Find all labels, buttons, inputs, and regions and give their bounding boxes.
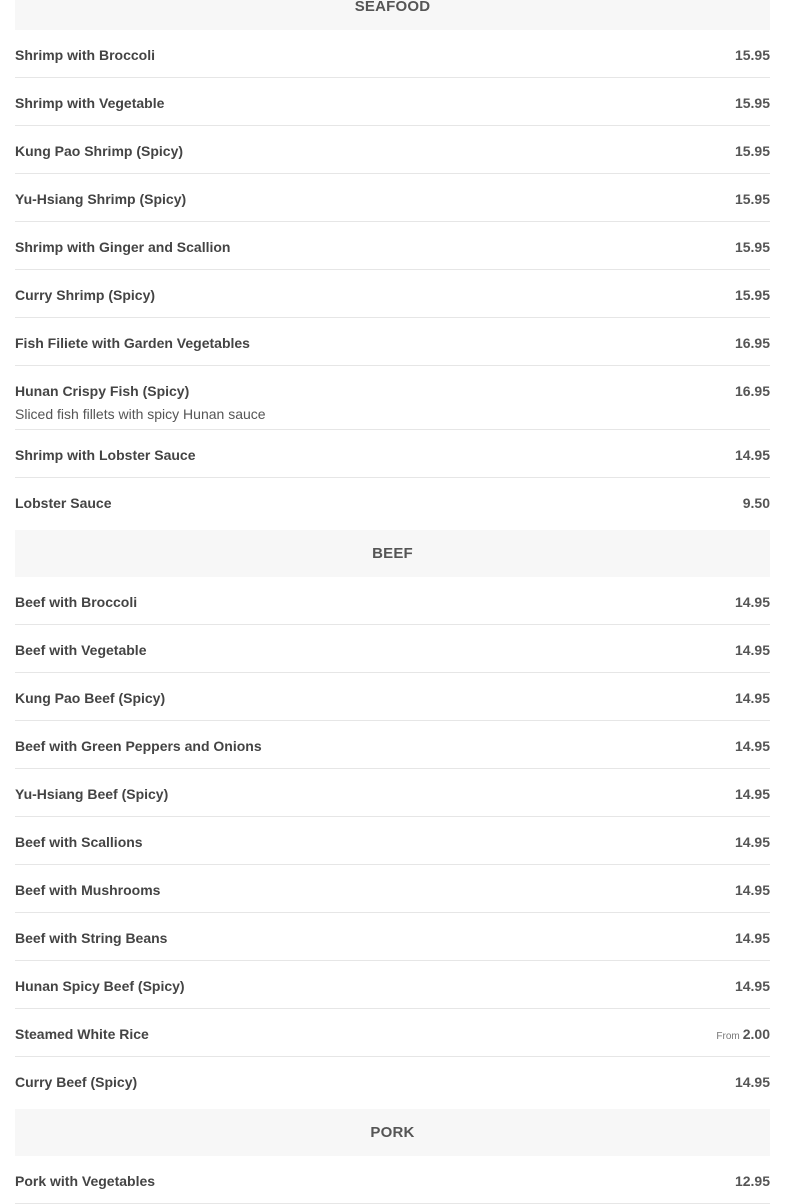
item-info	[15, 690, 165, 706]
menu-item[interactable]	[15, 78, 770, 126]
item-info	[15, 1026, 149, 1042]
item-info	[15, 447, 195, 463]
item-price: 16.95	[734, 335, 770, 351]
item-price: 15.95	[734, 143, 770, 159]
menu-item[interactable]	[15, 30, 770, 78]
item-price: 15.95	[734, 95, 770, 111]
menu-item[interactable]	[15, 222, 770, 270]
item-name: Kung Pao Beef (Spicy)	[15, 690, 166, 706]
item-price: 14.95	[734, 786, 770, 802]
item-price: 14.95	[734, 930, 770, 946]
item-name: Yu-Hsiang Beef (Spicy)	[15, 786, 169, 802]
menu-item[interactable]	[15, 174, 770, 222]
item-name: Shrimp with Vegetable	[15, 95, 165, 111]
item-name: Shrimp with Broccoli	[15, 47, 156, 63]
item-price: 16.95	[734, 383, 770, 399]
item-price: 12.95	[734, 1173, 770, 1189]
menu-item[interactable]	[15, 126, 770, 174]
menu-item[interactable]	[15, 318, 770, 366]
item-price	[716, 1026, 770, 1045]
menu-item[interactable]	[15, 817, 770, 865]
item-info	[15, 1074, 137, 1090]
menu-item[interactable]	[15, 961, 770, 1009]
item-info	[15, 930, 167, 946]
menu-item[interactable]	[15, 1009, 770, 1057]
section-header-beef: BEEF	[15, 530, 770, 577]
item-price: 14.95	[734, 1074, 770, 1090]
menu-item[interactable]	[15, 625, 770, 673]
item-name: Steamed White Rice	[15, 1026, 149, 1042]
item-info	[15, 95, 164, 111]
item-name: Beef with Vegetable	[15, 642, 147, 658]
menu-list	[15, 0, 770, 1204]
item-price: 14.95	[734, 690, 770, 706]
item-info	[15, 191, 186, 207]
price-from-label: From	[716, 1031, 740, 1042]
item-name: Kung Pao Shrimp (Spicy)	[15, 143, 184, 159]
item-name: Curry Beef (Spicy)	[15, 1074, 138, 1090]
item-info	[15, 882, 160, 898]
item-name: Hunan Spicy Beef (Spicy)	[15, 978, 185, 994]
item-price: 15.95	[734, 47, 770, 63]
item-info	[15, 1173, 155, 1189]
item-price: 15.95	[734, 191, 770, 207]
item-name: Hunan Crispy Fish (Spicy)	[15, 383, 190, 399]
item-price: 15.95	[734, 287, 770, 303]
item-info	[15, 287, 155, 303]
menu-item[interactable]	[15, 577, 770, 625]
menu-item[interactable]	[15, 1156, 770, 1204]
item-name: Beef with Mushrooms	[15, 882, 161, 898]
item-name: Pork with Vegetables	[15, 1173, 156, 1189]
menu-item[interactable]	[15, 721, 770, 769]
menu-item[interactable]	[15, 865, 770, 913]
item-price: 14.95	[734, 834, 770, 850]
item-name: Beef with Scallions	[15, 834, 143, 850]
item-name: Lobster Sauce	[15, 495, 112, 511]
item-name: Curry Shrimp (Spicy)	[15, 287, 156, 303]
item-name: Shrimp with Lobster Sauce	[15, 447, 196, 463]
item-info	[15, 834, 143, 850]
item-info	[15, 642, 146, 658]
item-info	[15, 383, 266, 422]
menu-item[interactable]	[15, 270, 770, 318]
item-price: 15.95	[734, 239, 770, 255]
item-name: Beef with Green Peppers and Onions	[15, 738, 262, 754]
item-name: Yu-Hsiang Shrimp (Spicy)	[15, 191, 187, 207]
item-name: Shrimp with Ginger and Scallion	[15, 239, 231, 255]
item-info	[15, 239, 230, 255]
item-price: 14.95	[734, 594, 770, 610]
item-price: 9.50	[742, 495, 770, 511]
item-name: Beef with Broccoli	[15, 594, 138, 610]
item-info	[15, 143, 183, 159]
item-info	[15, 47, 155, 63]
menu-item[interactable]	[15, 673, 770, 721]
item-price: 14.95	[734, 978, 770, 994]
item-name: Fish Filiete with Garden Vegetables	[15, 335, 250, 351]
menu-item[interactable]	[15, 913, 770, 961]
item-info	[15, 495, 111, 511]
item-info	[15, 978, 185, 994]
section-header-pork: PORK	[15, 1109, 770, 1156]
item-info	[15, 594, 137, 610]
item-price: 14.95	[734, 642, 770, 658]
item-info	[15, 738, 262, 754]
menu-item[interactable]	[15, 366, 770, 430]
section-header-seafood: SEAFOOD	[15, 0, 770, 30]
price-value: 2.00	[742, 1026, 770, 1042]
item-price: 14.95	[734, 738, 770, 754]
item-info	[15, 786, 168, 802]
menu-item[interactable]	[15, 1057, 770, 1109]
item-description: Sliced fish fillets with spicy Hunan sauce	[15, 406, 266, 422]
menu-item[interactable]	[15, 430, 770, 478]
menu-item[interactable]	[15, 769, 770, 817]
item-price: 14.95	[734, 447, 770, 463]
item-price: 14.95	[734, 882, 770, 898]
item-info	[15, 335, 250, 351]
menu-item[interactable]	[15, 478, 770, 530]
item-name: Beef with String Beans	[15, 930, 168, 946]
